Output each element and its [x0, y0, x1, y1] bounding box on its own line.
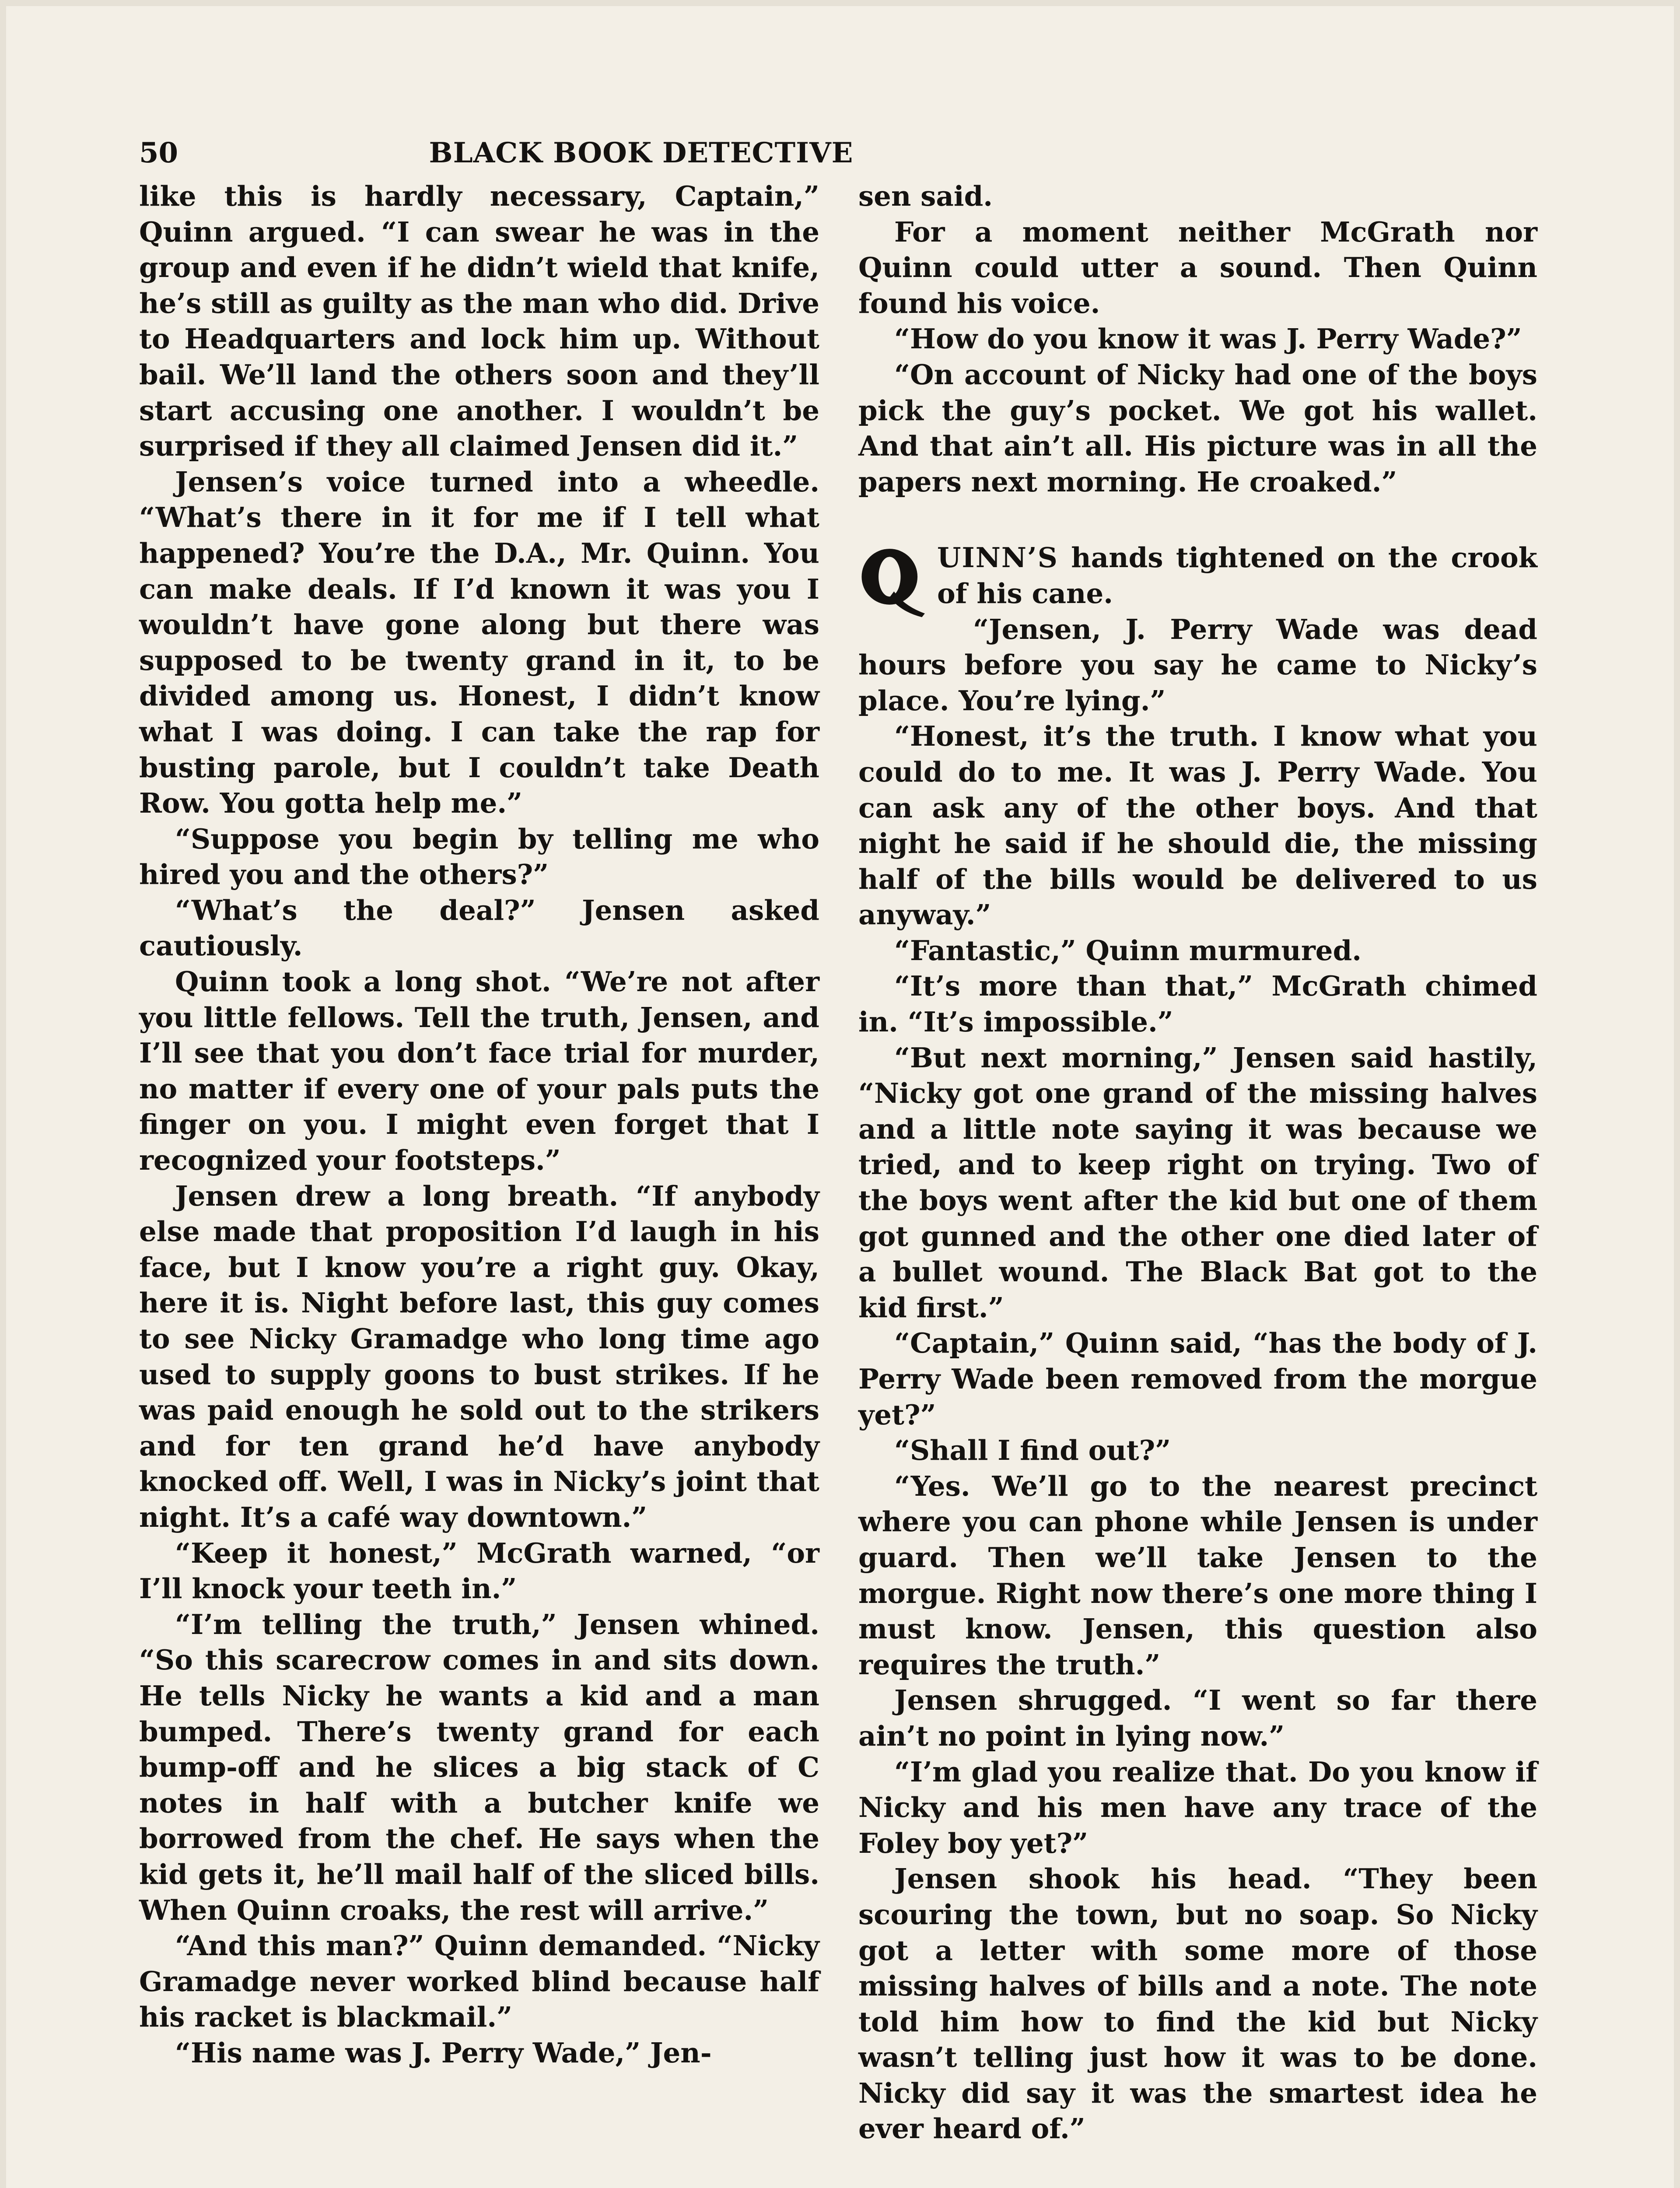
paragraph: “How do you know it was J. Perry Wade?”	[894, 323, 1522, 355]
paragraph: “His name was J. Perry Wade,” Jen-	[175, 2036, 712, 2069]
paragraph: Jensen shook his head. “They been scouring the town, but no soap. So Nicky got a letter with some more of those missing halves of bills and a note. The note told him how to find the kid but Nicky wasn’t telling just how it was to be done. Nicky did say it was the smartest idea he ever heard of.”	[858, 1862, 1537, 2145]
left-column	[139, 179, 819, 2071]
paragraph: Jensen’s voice turned into a wheedle. “What’s there in it for me if I tell what happened? You’re the D.A., Mr. Quinn. You can make deals. If I’d known it was you I wouldn’t have gone along but there was supposed to be twenty grand in it, to be divided among us. Honest, I didn’t know what I was doing. I can take the rap for busting parole, but I couldn’t take Death Row. You gotta help me.”	[139, 465, 819, 820]
paragraph: like this is hardly necessary, Captain,” Quinn argued. “I can swear he was in the group and even if he didn’t wield that knife, he’s still as guilty as the man who did. Drive to Headquarters and lock him up. Without bail. We’ll land the others soon and they’ll start accusing one another. I wouldn’t be surprised if they all claimed Jensen did it.”	[139, 180, 819, 463]
page-number: 50	[139, 137, 178, 169]
right-column	[858, 179, 1537, 2147]
page-header	[139, 133, 1056, 173]
paragraph: “What’s the deal?” Jensen asked cautiously.	[139, 894, 819, 962]
paragraph: For a moment neither McGrath nor Quinn could utter a sound. Then Quinn found his voice.	[858, 215, 1537, 319]
paragraph: “Captain,” Quinn said, “has the body of J. Perry Wade been removed from the morgue yet?”	[858, 1327, 1537, 1431]
dropcap-q	[856, 544, 929, 618]
paragraph: Quinn took a long shot. “We’re not after you little fellows. Tell the truth, Jensen, and I’ll see that you don’t face trial for murder, no matter if every one of your pals puts the finger on you. I might even forget that I recognized your footsteps.”	[139, 965, 819, 1177]
paragraph: sen said.	[858, 180, 993, 212]
paragraph: “I’m telling the truth,” Jensen whined. “So this scarecrow comes in and sits down. He tells Nicky he wants a kid and a man bumped. There’s twenty grand for each bump-off and he slices a big stack of C notes in half with a butcher knife we borrowed from the chef. He says when the kid gets it, he’ll mail half of the sliced bills. When Quinn croaks, the rest will arrive.”	[139, 1608, 819, 1926]
paragraph: “Jensen, J. Perry Wade was dead hours before you say he came to Nicky’s place. You’re lying.”	[858, 613, 1537, 717]
dropcap-paragraph	[858, 540, 1537, 611]
paragraph: “I’m glad you realize that. Do you know if Nicky and his men have any trace of the Foley boy yet?”	[858, 1755, 1537, 1859]
dropcap-rest: hands tightened on the crook of his cane.	[937, 541, 1537, 610]
paragraph: “But next morning,” Jensen said hastily, “Nicky got one grand of the missing halves and a little note saying it was because we tried, and to keep right on trying. Two of the boys went after the kid but one of them got gunned and the other one died later of a bullet wound. The Black Bat got to the kid first.”	[858, 1041, 1537, 1324]
paragraph: “It’s more than that,” McGrath chimed in. “It’s impossible.”	[858, 970, 1537, 1038]
paragraph: “Shall I find out?”	[894, 1434, 1171, 1467]
paragraph: “Suppose you begin by telling me who hired you and the others?”	[139, 822, 819, 891]
paragraph: “Fantastic,” Quinn murmured.	[894, 934, 1362, 967]
paragraph: Jensen drew a long breath. “If anybody else made that proposition I’d laugh in his face, but I know you’re a right guy. Okay, here it is. Night before last, this guy comes to see Nicky Gramadge who long time ago used to supply goons to bust strikes. If he was paid enough he sold out to the strikers and for ten grand he’d have anybody knocked off. Well, I was in Nicky’s joint that night. It’s a café way downtown.”	[139, 1179, 819, 1533]
paragraph: “Keep it honest,” McGrath warned, “or I’ll knock your teeth in.”	[139, 1536, 819, 1605]
running-head: BLACK BOOK DETECTIVE	[429, 137, 854, 169]
paragraph: Jensen shrugged. “I went so far there ain’t no point in lying now.”	[858, 1684, 1537, 1752]
paragraph: “And this man?” Quinn demanded. “Nicky Gramadge never worked blind because half his racket is blackmail.”	[139, 1929, 819, 2034]
paragraph: “On account of Nicky had one of the boys pick the guy’s pocket. We got his wallet. And that ain’t all. His picture was in all the papers next morning. He croaked.”	[858, 358, 1537, 498]
paragraph: “Honest, it’s the truth. I know what you could do to me. It was J. Perry Wade. You can ask any of the other boys. And that night he said if he should die, the missing half of the bills would be delivered to us anyway.”	[858, 720, 1537, 931]
dropcap-lead-word: UINN’S	[937, 541, 1058, 574]
paragraph: “Yes. We’ll go to the nearest precinct where you can phone while Jensen is under guard. Then we’ll take Jensen to the morgue. Right now there’s one more thing I must know. Jensen, this question also requires the truth.”	[858, 1469, 1537, 1681]
